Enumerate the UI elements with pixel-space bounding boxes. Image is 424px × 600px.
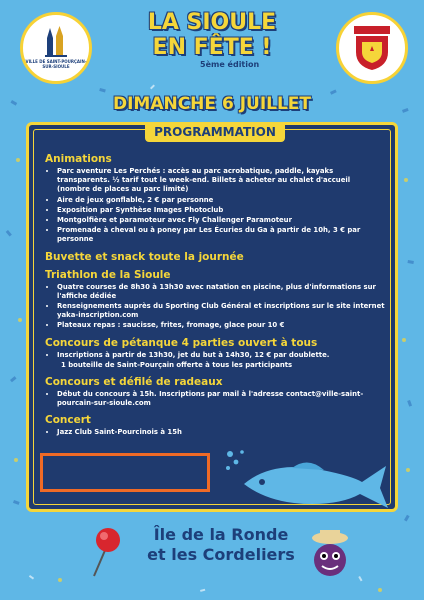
list-item: • Quatre courses de 8h30 à 13h30 avec natation en piscine, plus d'informations sur l'affiche dédiée [57,283,385,301]
section-title-concert: Concert [45,414,91,427]
location-line1: Île de la Ronde [153,525,289,544]
edition-label: 5ème édition [200,60,260,69]
coat-of-arms-logo [336,12,408,84]
section-title-radeaux: Concours et défilé de radeaux [45,376,223,389]
city-logo [20,12,92,84]
list-item: • Renseignements auprès du Sporting Club Général et inscriptions sur le site internet yaka-inscription.com [57,302,385,320]
church-icon [39,26,73,60]
list-item: • Exposition par Synthèse Images Photoclub [57,206,385,215]
concert-list [45,428,385,437]
list-item: • Plateaux repas : saucisse, frites, fromage, glace pour 10 € [57,321,385,330]
section-title-triathlon: Triathlon de la Sioule [45,268,171,281]
list-item: • Promenade à cheval ou à poney par Les Écuries du Ga à partir de 10h, 3 € par personne [57,226,385,244]
event-date: DIMANCHE 6 JUILLET [112,94,312,114]
fish-icon [222,448,390,512]
city-logo-text: VILLE DE SAINT-POURÇAIN-SUR-SIOULE [25,59,87,69]
shield-icon [350,24,394,72]
list-item: • Jazz Club Saint-Pourcinois à 15h [57,428,385,437]
section-title-animations: Animations [45,153,112,165]
event-title-line2: EN FÊTE ! [152,35,272,60]
location-banner [130,525,312,565]
radeaux-list [45,390,385,408]
concert-highlight-box [40,453,210,492]
list-item: • Début du concours à 15h. Inscriptions par mail à l'adresse contact@ville-saint-pourcain-sur-sioule.com [57,390,385,408]
triathlon-list [45,283,385,331]
program-heading: PROGRAMMATION [145,122,285,142]
petanque-extra: 1 bouteille de Saint-Pourçain offerte à tous les participants [61,360,293,369]
grape-mascot-icon [300,524,360,584]
map-pin-icon [84,520,124,580]
program-content [45,149,385,439]
animations-list [45,167,385,245]
section-title-buvette: Buvette et snack toute la journée [45,250,244,263]
location-line2: et les Cordeliers [147,545,295,564]
list-item: • Parc aventure Les Perchés : accès au parc acrobatique, paddle, kayaks transparents. ½ tarif tout le week-end. Billets à acheter au chalet d'accueil (nombre de places au parc limité) [57,167,385,195]
list-item: • Inscriptions à partir de 13h30, jet du but à 14h30, 12 € par doublette. [57,351,385,360]
list-item: • Aire de jeux gonflable, 2 € par personne [57,196,385,205]
petanque-list [45,351,385,360]
event-title-line1: LA SIOULE [147,10,277,35]
list-item: • Montgolfière et paramoteur avec Fly Challenger Paramoteur [57,216,385,225]
section-title-petanque: Concours de pétanque 4 parties ouvert à tous [45,336,318,349]
